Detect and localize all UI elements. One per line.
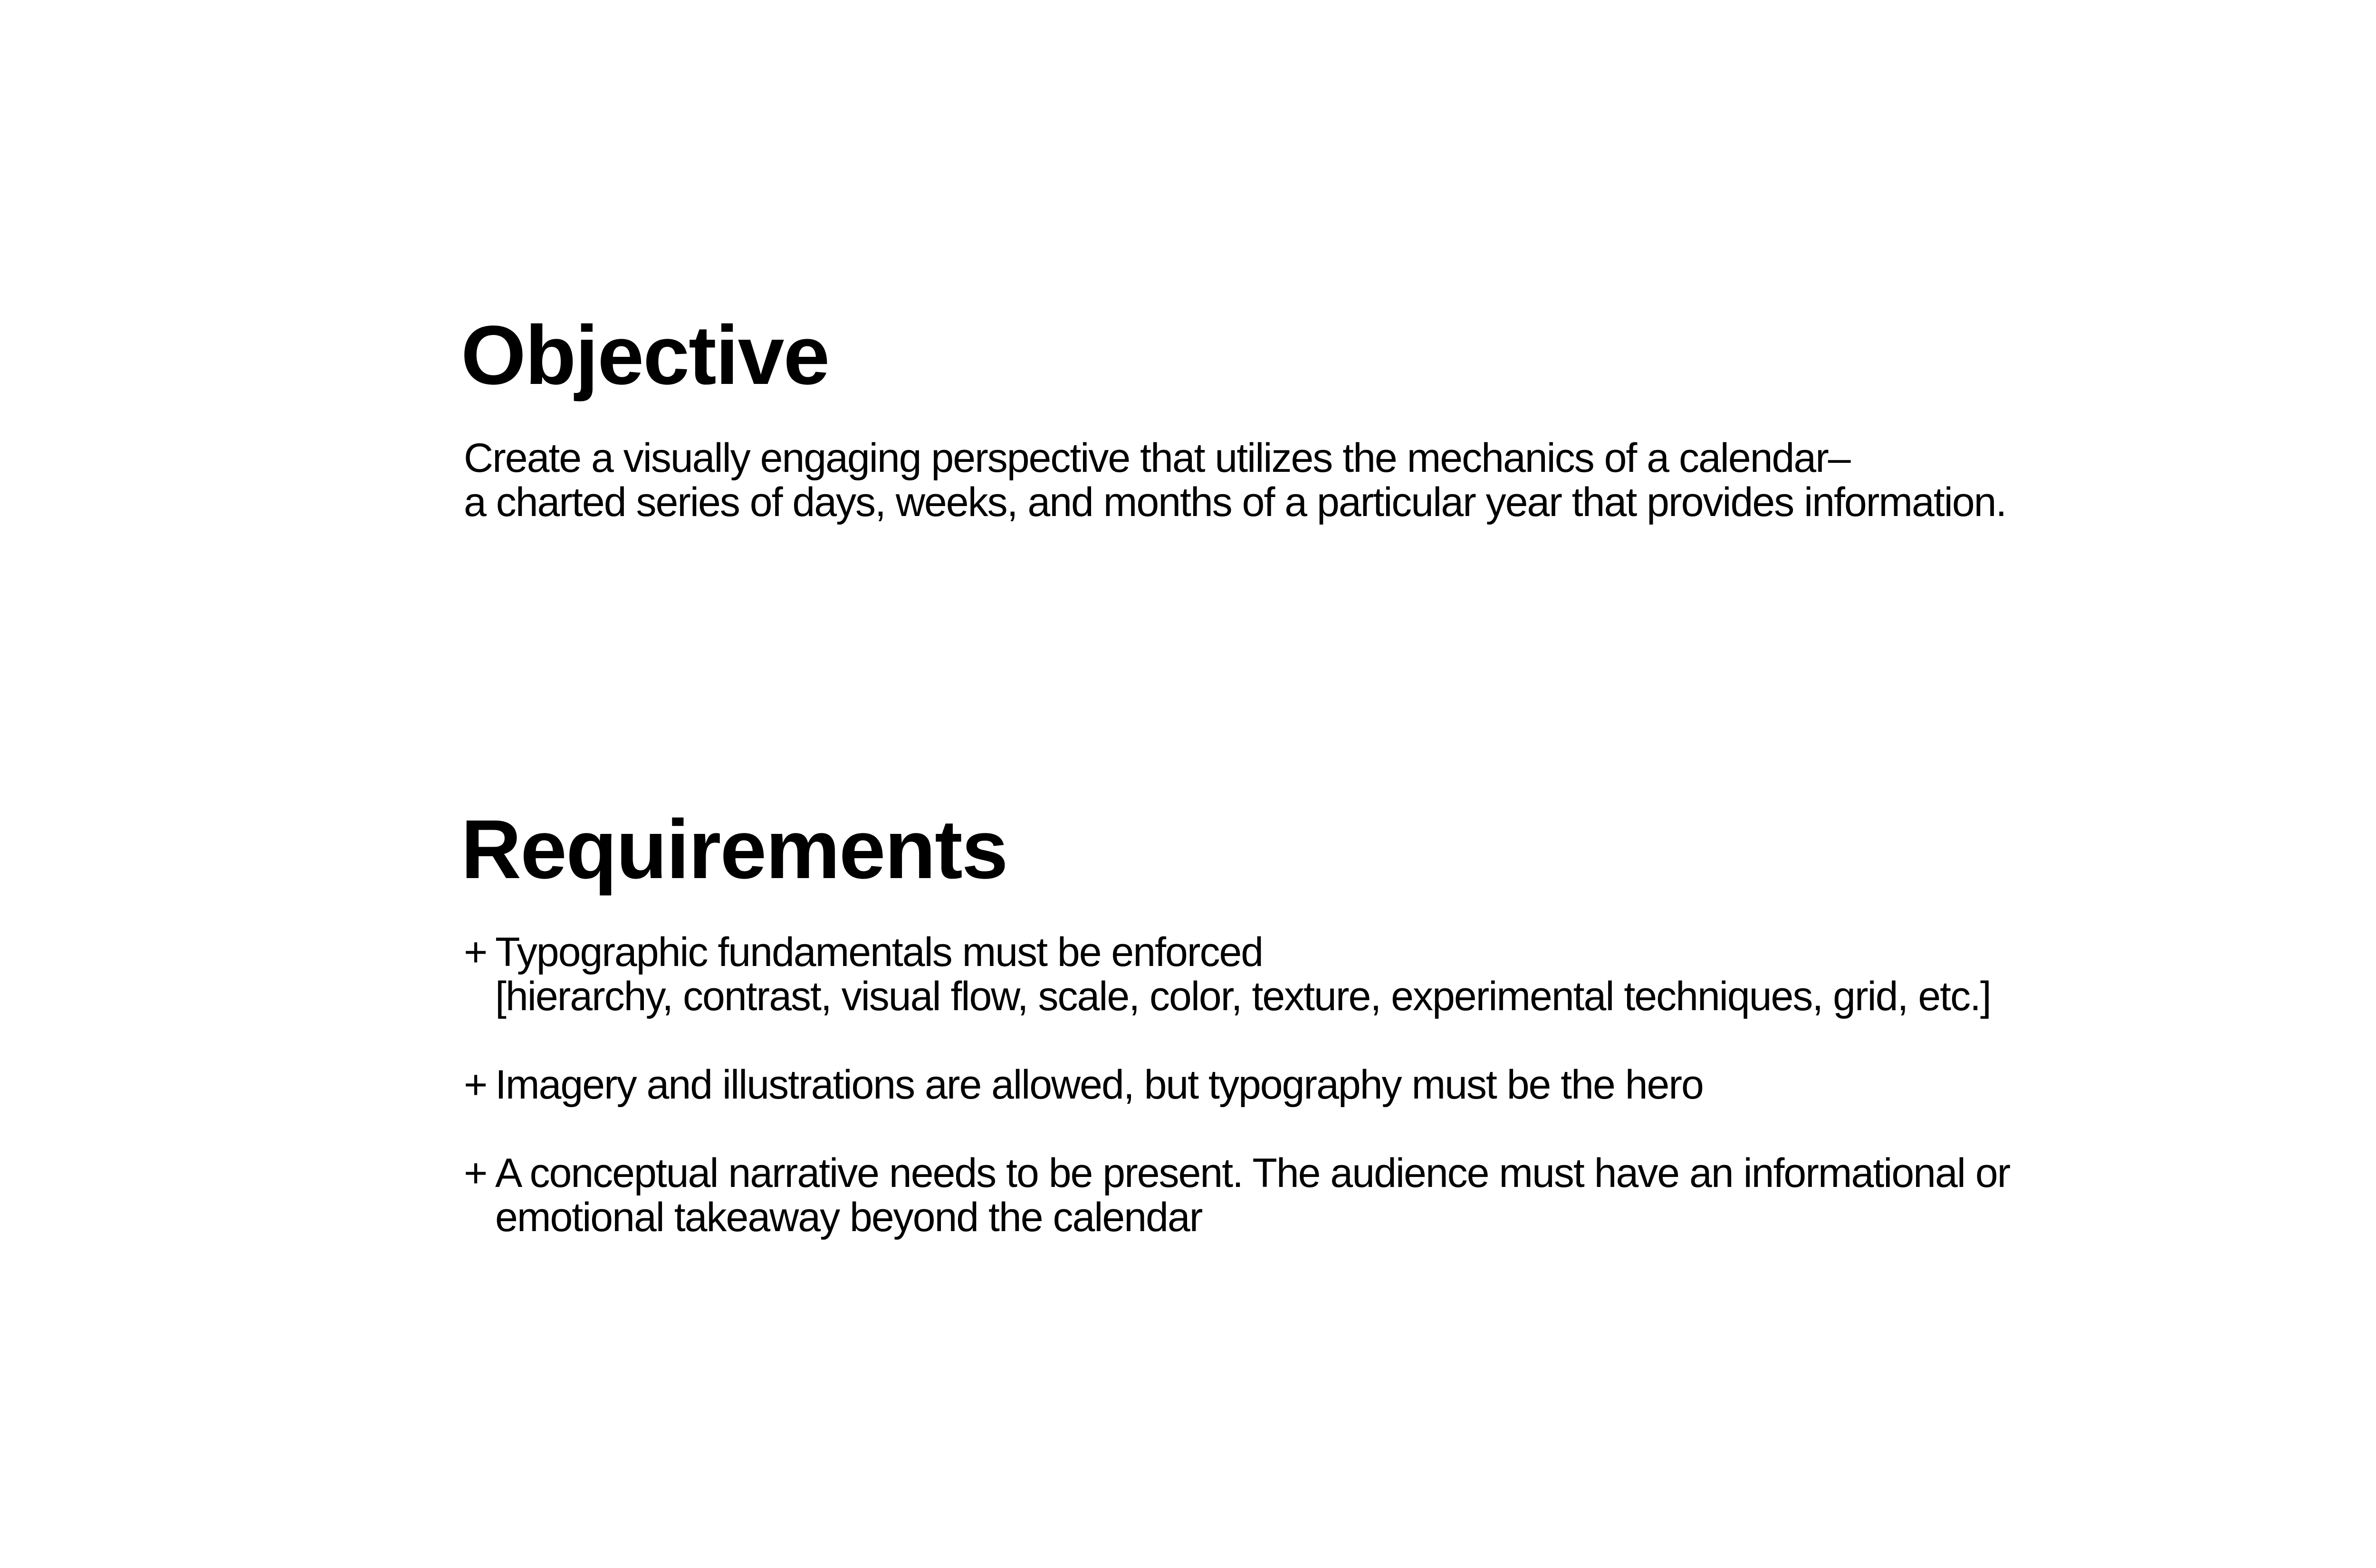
objective-line-2: a charted series of days, weeks, and months of a particular year that provides information. <box>464 479 2006 525</box>
requirement-item-2 <box>464 1063 2077 1107</box>
bullet-plus: + <box>464 929 487 975</box>
bullet-plus: + <box>464 1150 487 1196</box>
objective-section <box>461 309 2077 525</box>
requirements-list <box>461 930 2077 1240</box>
requirement-detail: [hierarchy, contrast, visual flow, scale, color, texture, experimental techniques, grid, etc.] <box>495 974 1991 1019</box>
bullet-plus: + <box>464 1062 487 1108</box>
requirement-text: Typographic fundamentals must be enforced <box>495 929 1263 975</box>
objective-heading: Objective <box>461 309 829 402</box>
requirement-item-3 <box>464 1151 2077 1240</box>
objective-text <box>461 436 2077 525</box>
requirements-heading: Requirements <box>461 803 1007 896</box>
requirement-text: Imagery and illustrations are allowed, but typography must be the hero <box>495 1062 1703 1108</box>
requirement-text-continued: emotional takeaway beyond the calendar <box>495 1195 1202 1240</box>
objective-line-1: Create a visually engaging perspective that utilizes the mechanics of a calendar– <box>464 435 1850 481</box>
requirement-item-1 <box>464 930 2077 1019</box>
requirement-text: A conceptual narrative needs to be present. The audience must have an informational or <box>495 1150 2010 1196</box>
requirements-section <box>461 803 2077 1284</box>
